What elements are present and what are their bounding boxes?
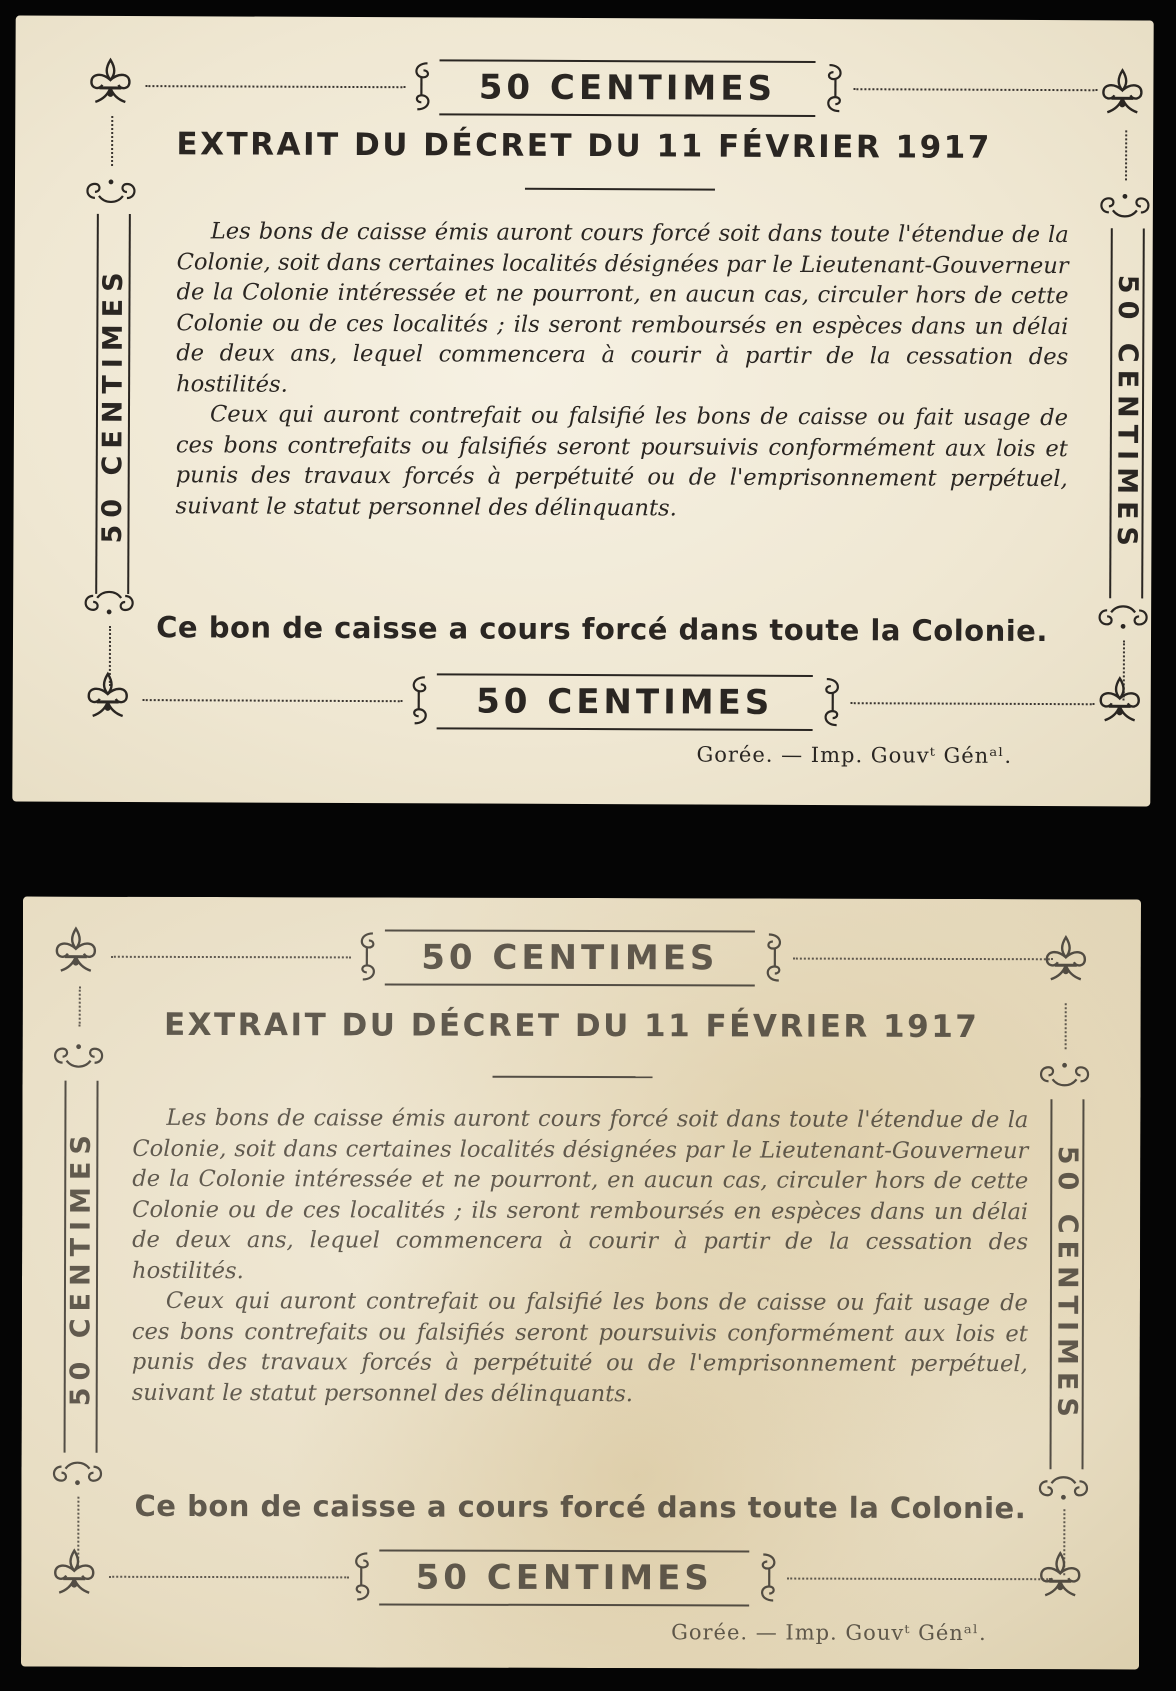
scroll-flourish-icon: [49, 1457, 105, 1491]
decree-text: [176, 216, 1069, 525]
decree-paragraph-2: Ceux qui auront contrefait ou falsifié les bons de caisse ou fait usage de ces bons contrefaits ou falsifiés seront poursuivis conformément aux lois et punis des travaux forcés à perpétuité ou de l'emprisonnement perpétuel, suivant le statut personnel des délinquants.: [175, 401, 1069, 521]
denomination-label: 50 CENTIMES: [385, 929, 755, 986]
scroll-flourish-icon: [83, 174, 139, 208]
decree-paragraph-1: Les bons de caisse émis auront cours forcé soit dans toute l'étendue de la Colonie, soit dans certaines localités désignées par le Lieutenant-Gouverneur de la Colonie intéressée et ne pourront, en aucun cas, circuler hors de cette Colonie ou de ces localités ; ils seront remboursés en espèces dans un délai de deux ans, lequel commencera à courir à partir de la cessation des hostilités.: [131, 1104, 1029, 1284]
dotted-rule: [793, 958, 1053, 961]
fleur-de-lis-corner-icon: [1093, 64, 1151, 122]
scroll-flourish-icon: [759, 928, 789, 986]
title-rule: [493, 1076, 653, 1078]
legal-tender-statement: Ce bon de caisse a cours forcé dans toute la Colonie.: [156, 610, 1048, 649]
side-label-box: [64, 1081, 99, 1453]
fleur-de-lis-corner-icon: [79, 668, 137, 726]
bottom-border-row: [13, 664, 1151, 739]
fleur-de-lis-corner-icon: [47, 923, 105, 981]
dotted-rule: [143, 699, 403, 702]
decree-text: [132, 1103, 1029, 1410]
scroll-flourish-icon: [753, 1548, 783, 1606]
scroll-flourish-icon: [819, 59, 849, 117]
fleur-de-lis-corner-icon: [81, 54, 139, 112]
dotted-rule: [145, 85, 405, 88]
scroll-flourish-icon: [1037, 1057, 1093, 1091]
side-denomination-label: 50 CENTIMES: [1051, 1145, 1083, 1424]
legal-tender-statement: Ce bon de caisse a cours forcé dans toute la Colonie.: [134, 1488, 1027, 1526]
printer-imprint: Gorée. — Imp. Gouvᵗ Génᵃˡ.: [696, 742, 1013, 768]
scroll-flourish-icon: [1097, 188, 1153, 222]
fleur-de-lis-corner-icon: [1091, 672, 1149, 730]
denomination-label: 50 CENTIMES: [379, 1549, 749, 1606]
side-label-box: [95, 214, 131, 594]
decree-title: EXTRAIT DU DÉCRET DU 11 FÉVRIER 1917: [176, 126, 992, 166]
denomination-label: 50 CENTIMES: [439, 59, 815, 117]
bottom-border-row: [21, 1541, 1139, 1614]
denomination-label: 50 CENTIMES: [437, 673, 813, 731]
banknote-bottom: [21, 897, 1141, 1670]
printer-imprint: Gorée. — Imp. Gouvᵗ Génᵃˡ.: [671, 1620, 987, 1646]
scroll-flourish-icon: [347, 1547, 377, 1605]
scroll-flourish-icon: [405, 671, 435, 729]
decree-title: EXTRAIT DU DÉCRET DU 11 FÉVRIER 1917: [163, 1006, 980, 1046]
scroll-flourish-icon: [817, 673, 847, 731]
scroll-flourish-icon: [51, 1039, 107, 1073]
scroll-flourish-icon: [353, 927, 383, 985]
side-label-box: [1109, 228, 1145, 598]
top-border-row: [15, 50, 1153, 125]
dotted-rule: [787, 1578, 1051, 1581]
dotted-rule: [111, 956, 351, 959]
side-denomination-label: 50 CENTIMES: [96, 264, 130, 544]
title-rule: [525, 188, 715, 191]
decree-paragraph-1: Les bons de caisse émis auront cours forcé soit dans toute l'étendue de la Colonie, soit dans certaines localités désignées par le Lieutenant-Gouverneur de la Colonie intéressée et ne pourront, en aucun cas, circuler hors de cette Colonie ou de ces localités ; ils seront remboursés en espèces dans un délai de deux ans, lequel commencera à courir à partir de la cessation des hostilités.: [176, 218, 1069, 398]
fleur-de-lis-corner-icon: [45, 1545, 103, 1603]
side-denomination-label: 50 CENTIMES: [1110, 274, 1144, 553]
side-label-box: [1050, 1099, 1085, 1469]
fleur-de-lis-corner-icon: [1031, 1547, 1089, 1605]
scroll-flourish-icon: [407, 57, 437, 115]
banknote-top: [12, 16, 1153, 807]
fleur-de-lis-corner-icon: [1037, 931, 1095, 989]
dotted-rule: [853, 88, 1097, 91]
top-border-row: [23, 921, 1141, 994]
side-denomination-label: 50 CENTIMES: [65, 1127, 97, 1406]
dotted-rule: [109, 1576, 349, 1579]
dotted-rule: [851, 702, 1095, 705]
decree-paragraph-2: Ceux qui auront contrefait ou falsifié les bons de caisse ou fait usage de ces bons contrefaits ou falsifiés seront poursuivis conformément aux lois et punis des travaux forcés à perpétuité ou de l'emprisonnement perpétuel, suivant le statut personnel des délinquants.: [131, 1287, 1028, 1407]
